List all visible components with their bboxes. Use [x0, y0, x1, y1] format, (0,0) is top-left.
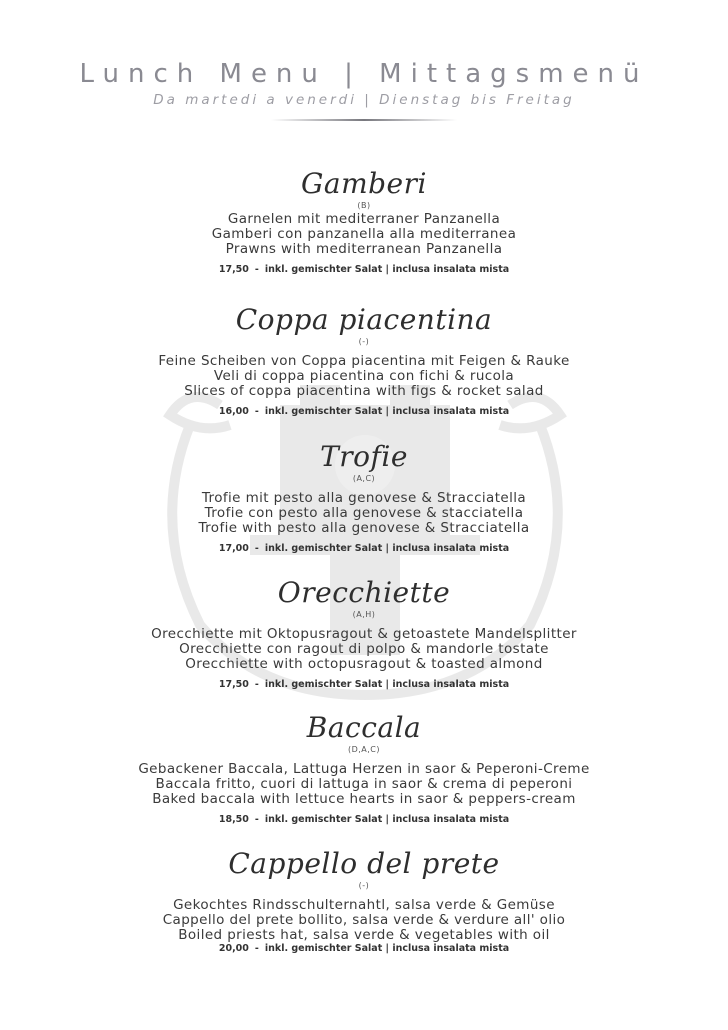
dish-price: 17,50: [218, 264, 249, 275]
dish-price-line: [0, 943, 728, 955]
dish-price-note: inkl. gemischter Salat | inclusa insalata mista: [264, 543, 510, 554]
dish-desc-it: Baccala fritto, cuori di lattuga in saor & crema di peperoni: [155, 776, 573, 792]
dish-desc-de: Orecchiette mit Oktopusragout & getoastete Mandelsplitter: [151, 626, 577, 642]
dish-orecchiette: [0, 577, 728, 691]
dish-desc-de: Feine Scheiben von Coppa piacentina mit Feigen & Rauke: [158, 353, 570, 369]
dish-desc-de: Gebackener Baccala, Lattuga Herzen in saor & Peperoni-Creme: [138, 761, 590, 777]
dish-price: 16,00: [218, 406, 249, 417]
dish-allergens: (-): [358, 337, 370, 346]
dish-price-note: inkl. gemischter Salat | inclusa insalata mista: [264, 679, 510, 690]
dish-desc-it: Orecchiette con ragout di polpo & mandorle tostate: [179, 641, 549, 657]
dish-coppa-piacentina: [0, 304, 728, 418]
dish-desc-en: Trofie with pesto alla genovese & Stracciatella: [198, 520, 530, 536]
dish-price: 18,50: [218, 814, 249, 825]
dish-price-note: inkl. gemischter Salat | inclusa insalata mista: [264, 943, 510, 954]
header-divider: [271, 119, 457, 121]
dish-price-line: [0, 679, 728, 691]
dish-desc-en: Baked baccala with lettuce hearts in saor & peppers-cream: [152, 791, 576, 807]
dish-name: Coppa piacentina: [235, 303, 493, 336]
page-subtitle: Da martedi a venerdi | Dienstag bis Freitag: [153, 92, 575, 108]
dish-desc-de: Garnelen mit mediterraner Panzanella: [227, 211, 501, 227]
dish-price-line: [0, 543, 728, 555]
price-separator: -: [254, 264, 259, 275]
dish-desc-de: Gekochtes Rindsschulternahtl, salsa verde & Gemüse: [173, 897, 555, 913]
price-separator: -: [254, 679, 259, 690]
dish-desc-it: Cappello del prete bollito, salsa verde & verdure all' olio: [162, 912, 566, 928]
dish-price: 20,00: [218, 943, 249, 954]
menu-header: [0, 58, 728, 121]
dish-desc-it: Trofie con pesto alla genovese & stacciatella: [204, 505, 524, 521]
dish-allergens: (B): [357, 201, 371, 210]
dish-baccala: [0, 712, 728, 826]
dish-desc-de: Trofie mit pesto alla genovese & Stracciatella: [201, 490, 527, 506]
dish-desc-en: Slices of coppa piacentina with figs & rocket salad: [184, 383, 544, 399]
dish-allergens: (-): [358, 881, 370, 890]
price-separator: -: [254, 406, 259, 417]
dish-trofie: [0, 441, 728, 555]
dish-name: Trofie: [320, 440, 408, 473]
price-separator: -: [254, 543, 259, 554]
dish-allergens: (A,C): [352, 474, 376, 483]
dish-price: 17,00: [218, 543, 249, 554]
price-separator: -: [254, 814, 259, 825]
dish-desc-en: Boiled priests hat, salsa verde & vegetables with oil: [178, 927, 550, 943]
dish-price-note: inkl. gemischter Salat | inclusa insalata mista: [264, 406, 510, 417]
dish-price-line: [0, 814, 728, 826]
dish-cappello-del-prete: [0, 848, 728, 955]
dish-gamberi: [0, 168, 728, 276]
dish-desc-en: Prawns with mediterranean Panzanella: [225, 241, 503, 257]
dish-name: Gamberi: [301, 167, 427, 200]
dish-name: Baccala: [306, 711, 422, 744]
dish-desc-it: Veli di coppa piacentina con fichi & rucola: [213, 368, 515, 384]
price-separator: -: [254, 943, 259, 954]
dish-name: Orecchiette: [277, 576, 451, 609]
page-title: Lunch Menu | Mittagsmenü: [79, 59, 649, 89]
dish-price-line: [0, 264, 728, 276]
dish-name: Cappello del prete: [228, 847, 500, 880]
dish-allergens: (D,A,C): [347, 745, 381, 754]
dish-price-note: inkl. gemischter Salat | inclusa insalata mista: [264, 814, 510, 825]
dish-desc-it: Gamberi con panzanella alla mediterranea: [211, 226, 517, 242]
dish-price-line: [0, 406, 728, 418]
dish-desc-en: Orecchiette with octopusragout & toasted almond: [185, 656, 543, 672]
dish-allergens: (A,H): [352, 610, 376, 619]
dish-price-note: inkl. gemischter Salat | inclusa insalata mista: [264, 264, 510, 275]
dish-price: 17,50: [218, 679, 249, 690]
